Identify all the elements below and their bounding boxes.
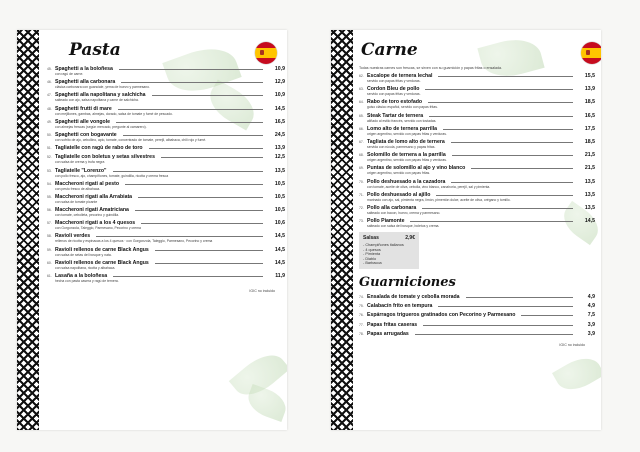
item-name: Ensalada de tomate y cebolla morada xyxy=(367,294,460,301)
item-number: 74. xyxy=(359,295,364,300)
salsas-title: Salsas xyxy=(363,235,379,242)
item-number: 70. xyxy=(359,179,364,184)
item-name: Steak Tartar de ternera xyxy=(367,112,424,119)
spain-flag-icon xyxy=(255,42,277,64)
menu-item xyxy=(47,220,285,230)
item-number: 50. xyxy=(47,132,52,137)
leaf-decoration xyxy=(552,351,601,398)
item-price: 24,5 xyxy=(274,131,285,138)
item-name: Tagliata de lomo alto de ternera xyxy=(367,138,445,145)
item-price: 10,6 xyxy=(274,220,285,227)
item-description: servida con rúcula, parmesano y papas fritas. xyxy=(367,144,436,149)
item-price: 4,9 xyxy=(587,294,595,301)
price-leader-line xyxy=(121,82,263,83)
salsa-option: - 4 quesos xyxy=(363,247,381,252)
tax-note: IGIC no incluido xyxy=(559,342,585,347)
item-name: Spaghetti alla napolitana y salchicha xyxy=(55,92,146,99)
price-leader-line xyxy=(415,334,573,335)
item-number: 51. xyxy=(47,146,52,151)
price-leader-line xyxy=(410,221,573,222)
menu-item-row xyxy=(359,303,595,309)
price-leader-line xyxy=(125,184,263,185)
menu-item xyxy=(359,113,595,123)
item-number: 58. xyxy=(47,234,52,239)
menu-item xyxy=(47,194,285,204)
item-price: 17,5 xyxy=(584,125,595,132)
item-description: con tomate, cebolleta, pecorino y guindilla. xyxy=(55,213,120,218)
price-leader-line xyxy=(96,236,263,237)
price-leader-line xyxy=(149,148,263,149)
price-leader-line xyxy=(438,306,573,307)
decorative-border xyxy=(331,30,353,430)
item-description: guiso clásico español, servido con papas fritas. xyxy=(367,105,438,110)
carne-content xyxy=(359,66,595,347)
price-leader-line xyxy=(521,315,573,316)
price-leader-line xyxy=(425,89,573,90)
price-leader-line xyxy=(118,109,263,110)
item-name: Tagliatelle con ragù de rabo de toro xyxy=(55,145,143,152)
menu-item xyxy=(359,218,595,228)
item-price: 10,9 xyxy=(274,66,285,72)
menu-item xyxy=(359,152,595,162)
item-name: Pollo deshuesado al ajillo xyxy=(367,191,431,198)
item-name: Ravioli verdes xyxy=(55,233,91,240)
price-leader-line xyxy=(466,297,573,298)
section-title-guarniciones: Guarniciones xyxy=(359,275,456,291)
pasta-item-list xyxy=(47,66,285,293)
price-leader-line xyxy=(141,223,263,224)
price-leader-line xyxy=(436,195,573,196)
section-title-pasta: Pasta xyxy=(69,40,121,60)
item-number: 54. xyxy=(47,181,52,186)
menu-item xyxy=(47,168,285,178)
price-leader-line xyxy=(113,171,263,172)
item-name: Lasaña a la boloñesa xyxy=(55,273,108,279)
item-name: Cordon Bleu de pollo xyxy=(367,86,420,93)
price-leader-line xyxy=(452,155,573,156)
price-leader-line xyxy=(451,182,573,183)
item-price: 21,5 xyxy=(584,165,595,172)
item-name: Maccheroni rigati alla Arrabiata xyxy=(55,193,133,200)
price-leader-line xyxy=(428,102,573,103)
item-price: 3,9 xyxy=(587,321,595,328)
guarniciones-item-list xyxy=(359,294,595,337)
price-leader-line xyxy=(423,325,573,326)
item-name: Solomillo de ternera a la parrilla xyxy=(367,152,446,159)
menu-item xyxy=(359,205,595,215)
item-name: Pollo Piamonte xyxy=(367,218,405,225)
item-price: 14,5 xyxy=(274,259,285,266)
item-name: Maccheroni rigati Amatriciana xyxy=(55,207,129,214)
price-leader-line xyxy=(443,129,573,130)
menu-item xyxy=(359,312,595,318)
item-price: 14,5 xyxy=(274,246,285,253)
carne-intro: Todas nuestras carnes son frescas, se sirven con su guarnición y papas fritas o ensalada. xyxy=(359,66,503,70)
menu-item xyxy=(47,207,285,217)
salsas-price: 2,9€ xyxy=(405,235,415,242)
item-name: Ravioli rellenos de carne Black Angus xyxy=(55,246,149,253)
item-name: Maccheroni rigati al pesto xyxy=(55,180,119,187)
item-price: 10,5 xyxy=(274,180,285,187)
section-title-carne: Carne xyxy=(361,40,418,60)
item-description: marinado con ajo, sal, pimienta negra, limón, pimentón dulce, aceite de oliva, orégano y tomillo. xyxy=(367,197,511,202)
item-number: 47. xyxy=(47,93,52,98)
item-name: Spaghetti alle vongole xyxy=(55,118,111,125)
price-leader-line xyxy=(123,135,263,136)
item-description: con Gorgonzola, Taleggio, Parmesano, Pecorino y crema xyxy=(55,226,141,231)
item-number: 73. xyxy=(359,219,364,224)
item-price: 12,9 xyxy=(274,79,285,86)
item-number: 52. xyxy=(47,155,52,160)
item-number: 69. xyxy=(359,166,364,171)
salsa-option: - Barbacoa xyxy=(363,261,382,266)
item-price: 10,5 xyxy=(274,207,285,214)
menu-item xyxy=(47,233,285,243)
item-number: 64. xyxy=(359,100,364,105)
price-leader-line xyxy=(116,122,263,123)
menu-item-row xyxy=(47,145,285,151)
item-name: Lomo alto de ternera parrilla xyxy=(367,125,438,132)
item-price: 13,5 xyxy=(274,167,285,174)
item-number: 75. xyxy=(359,304,364,309)
item-description: servido con papas fritas y verduras. xyxy=(367,79,421,83)
item-description: con tomate, aceite de oliva, cebolla, vino blanco, zanahoria, perejil, sal y pimienta. xyxy=(367,184,491,189)
price-leader-line xyxy=(451,142,573,143)
item-price: 13,5 xyxy=(584,178,595,185)
item-description: salteado con ajo, salsa napolitana y carne de salchicha. xyxy=(55,98,139,103)
item-description: con salsa de crema y trufa negra xyxy=(55,160,105,165)
spain-flag-icon xyxy=(581,42,601,64)
menu-item xyxy=(359,192,595,202)
item-number: 63. xyxy=(359,87,364,92)
item-number: 60. xyxy=(47,260,52,265)
item-number: 72. xyxy=(359,205,364,210)
item-price: 14,5 xyxy=(274,233,285,240)
menu-item xyxy=(47,247,285,257)
price-leader-line xyxy=(155,250,263,251)
item-number: 45. xyxy=(47,67,52,71)
price-leader-line xyxy=(429,116,573,117)
item-number: 46. xyxy=(47,80,52,85)
item-price: 14,5 xyxy=(584,218,595,225)
item-number: 48. xyxy=(47,106,52,111)
price-leader-line xyxy=(152,95,263,96)
item-name: Papas fritas caseras xyxy=(367,321,418,328)
item-number: 78. xyxy=(359,331,364,336)
item-description: con salsa napolitana, ricotta y albahaca. xyxy=(55,265,116,270)
item-description: con ragú de carne. xyxy=(55,72,84,76)
item-name: Tagliatelle "Lorenzo" xyxy=(55,167,107,174)
menu-item xyxy=(47,260,285,270)
item-name: Papas arrugadas xyxy=(367,330,409,337)
item-name: Pollo alla carbonara xyxy=(367,204,417,211)
item-number: 67. xyxy=(359,139,364,144)
menu-item xyxy=(47,66,285,76)
price-leader-line xyxy=(438,76,573,77)
item-number: 53. xyxy=(47,168,52,173)
item-price: 16,5 xyxy=(274,118,285,125)
menu-item xyxy=(359,73,595,83)
item-price: 4,9 xyxy=(587,303,595,310)
menu-item xyxy=(47,154,285,164)
item-description: origen argentino, servido con papas fritas y verduras. xyxy=(367,131,447,136)
price-leader-line xyxy=(119,69,263,70)
item-price: 18,5 xyxy=(584,99,595,106)
item-description: hecha con pasta casera y ragú de ternera. xyxy=(55,279,119,283)
price-leader-line xyxy=(422,208,573,209)
item-price: 11,9 xyxy=(275,273,285,279)
menu-item-row xyxy=(359,294,595,300)
price-leader-line xyxy=(113,276,263,277)
item-price: 12,5 xyxy=(274,154,285,161)
menu-item xyxy=(47,119,285,129)
item-price: 13,5 xyxy=(584,204,595,211)
item-number: 56. xyxy=(47,208,52,213)
menu-item xyxy=(359,294,595,300)
price-leader-line xyxy=(155,263,263,264)
item-name: Escalope de ternera lechal xyxy=(367,73,433,79)
menu-item xyxy=(359,165,595,175)
item-description: clásica carbonara con guanciale, yema de huevo y parmesano. xyxy=(55,85,150,90)
menu-item-row xyxy=(359,322,595,328)
item-price: 18,5 xyxy=(584,138,595,145)
item-number: 61. xyxy=(47,274,52,278)
salsas-box xyxy=(359,232,419,269)
menu-item xyxy=(47,106,285,116)
carne-item-list xyxy=(359,73,595,228)
menu-item xyxy=(359,139,595,149)
item-name: Pollo deshuesado a la cazadora xyxy=(367,178,446,185)
item-number: 77. xyxy=(359,322,364,327)
item-name: Tagliatelle con boletus y setas silvestres xyxy=(55,154,155,161)
menu-item xyxy=(47,145,285,151)
price-leader-line xyxy=(138,197,263,198)
item-description: salteado con bacon, huevo, crema y parmesano. xyxy=(367,210,441,215)
menu-item xyxy=(47,132,285,142)
item-description: con salsa de tomate picante xyxy=(55,199,98,204)
menu-item xyxy=(359,126,595,136)
item-number: 76. xyxy=(359,313,364,318)
item-description: con pollo fresco, ajo, champiñones, tomate, guindilla, ricotta y crema fresca xyxy=(55,173,169,178)
item-description: servido con papas fritas y verduras. xyxy=(367,92,421,97)
item-description: origen argentino, servido con papas fritas. xyxy=(367,171,431,176)
item-description: con almejas frescas (según mercado, pregunte al camarero). xyxy=(55,124,147,129)
item-number: 71. xyxy=(359,192,364,197)
price-leader-line xyxy=(135,210,263,211)
price-leader-line xyxy=(161,157,263,158)
tax-note: IGIC no incluido xyxy=(249,289,275,293)
item-name: Espárragos trigueros gratinados con Pecorino y Parmesano xyxy=(367,312,516,319)
item-number: 59. xyxy=(47,247,52,252)
menu-item xyxy=(359,86,595,96)
menu-page-carne xyxy=(331,30,601,430)
menu-item xyxy=(359,322,595,328)
item-name: Rabo de toro estofado xyxy=(367,99,423,106)
item-description: salteado con salsa del bosque, boletus y crema. xyxy=(367,224,440,229)
item-price: 7,5 xyxy=(587,312,595,319)
item-price: 21,5 xyxy=(584,152,595,159)
item-name: Spaghetti con bogavante xyxy=(55,131,117,138)
item-price: 3,9 xyxy=(587,330,595,337)
menu-item xyxy=(47,273,285,283)
item-description: con pesto fresco de albahaca. xyxy=(55,186,101,191)
item-name: Spaghetti frutti di mare xyxy=(55,105,112,112)
item-number: 65. xyxy=(359,113,364,118)
price-leader-line xyxy=(471,168,573,169)
item-name: Maccheroni rigati a los 4 quesos xyxy=(55,220,136,227)
item-description: origen argentino, servido con papas fritas y verduras. xyxy=(367,158,447,163)
item-price: 10,5 xyxy=(274,193,285,200)
menu-item xyxy=(359,331,595,337)
item-number: 68. xyxy=(359,153,364,158)
item-price: 13,5 xyxy=(584,191,595,198)
item-price: 15,5 xyxy=(584,73,595,79)
item-number: 66. xyxy=(359,126,364,131)
item-price: 14,5 xyxy=(274,105,285,112)
item-name: Spaghetti alla carbonara xyxy=(55,79,116,86)
item-price: 13,9 xyxy=(584,86,595,93)
item-number: 62. xyxy=(359,74,364,78)
item-description: rellenos de ricotta y espinacas a los 4 quesos · con Gorgonzola, Taleggio, Parmesano, Pecorino y crema xyxy=(55,239,213,244)
menu-item xyxy=(359,303,595,309)
menu-item-row xyxy=(359,312,595,318)
leaf-decoration xyxy=(244,384,287,422)
decorative-border xyxy=(17,30,39,430)
item-name: Puntas de solomillo al ajo y vino blanco xyxy=(367,165,466,172)
item-description: aliñado al estilo francés, servido con tostadas. xyxy=(367,118,437,123)
menu-item xyxy=(47,92,285,102)
item-price: 16,5 xyxy=(584,112,595,119)
item-description: con mejillones, gambas, almejas, dorado, salsa de tomate y fumé de pescado. xyxy=(55,111,173,116)
item-name: Spaghetti a la boloñesa xyxy=(55,66,113,72)
salsa-option: - Pimienta xyxy=(363,252,381,257)
item-number: 57. xyxy=(47,221,52,226)
item-price: 10,9 xyxy=(274,92,285,99)
salsa-option: - Diablo xyxy=(363,256,377,261)
menu-item xyxy=(359,179,595,189)
item-description: con salsa de setas del bosque y nata. xyxy=(55,252,112,257)
item-name: Ravioli rellenos de carne Black Angus xyxy=(55,259,149,266)
item-name: Calabacín frito en tempura xyxy=(367,303,433,310)
item-number: 49. xyxy=(47,119,52,124)
menu-item-row xyxy=(359,331,595,337)
menu-item xyxy=(47,181,285,191)
menu-item xyxy=(47,79,285,89)
salsas-options xyxy=(363,243,415,266)
menu-page-pasta xyxy=(17,30,287,430)
item-price: 13,9 xyxy=(274,145,285,152)
salsa-option: - Champiñones italianos xyxy=(363,243,404,248)
menu-item xyxy=(359,99,595,109)
item-description: con sofrito de ajo, cebollino, apio, tomate, concentrado de tomate, perejil, albahaca, chili rojo y fumé. xyxy=(55,137,207,142)
item-number: 55. xyxy=(47,194,52,199)
